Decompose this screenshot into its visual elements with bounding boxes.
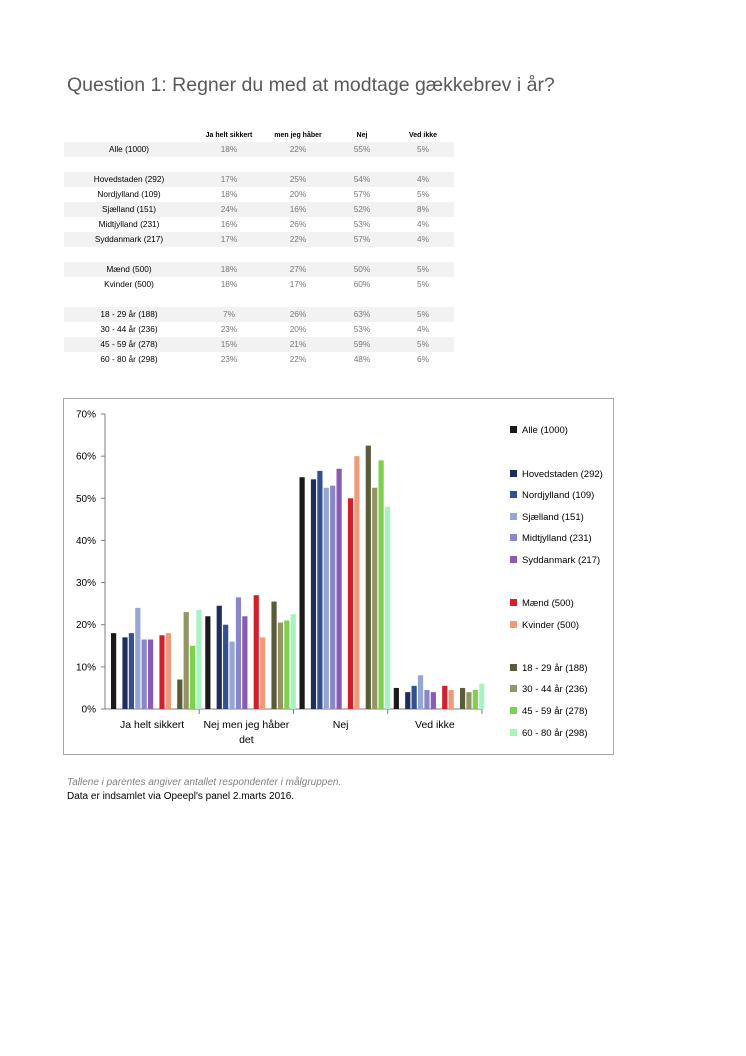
table-row (64, 352, 454, 367)
bar (271, 602, 276, 709)
legend-swatch (510, 426, 517, 433)
legend-item (510, 512, 584, 524)
table-cell: 7% (194, 307, 264, 322)
y-tick-label: 60% (75, 451, 96, 463)
table-cell: 22% (264, 232, 332, 247)
bar (424, 690, 429, 709)
table-cell: 20% (289, 324, 307, 334)
table-row (64, 172, 454, 187)
table-cell (194, 247, 264, 262)
footnote-source: Data er indsamlet via Opeepl's panel 2.marts 2016. (67, 791, 295, 802)
legend-item (510, 469, 603, 481)
table-cell: 17% (194, 232, 264, 247)
bar (217, 606, 222, 709)
legend-label: Hovedstaden (292) (522, 469, 603, 480)
table-cell (332, 157, 392, 172)
table-cell (392, 292, 454, 307)
y-tick-label: 0% (81, 704, 96, 716)
table-cell: 17% (194, 172, 264, 187)
table-row (64, 292, 454, 307)
bar (148, 639, 153, 709)
table-row-label: Kvinder (500) (104, 279, 154, 289)
table-cell: 16% (264, 202, 332, 217)
table-cell: 4% (392, 232, 454, 247)
table-cell: 23% (220, 354, 238, 364)
table-cell: 22% (264, 142, 332, 157)
legend-swatch (510, 556, 517, 563)
table-cell: 23% (220, 324, 238, 334)
table-cell: 18% (194, 142, 264, 157)
table-cell: 4% (417, 324, 429, 334)
legend-label: Syddanmark (217) (522, 555, 601, 566)
bar (205, 616, 210, 709)
bar (184, 612, 189, 709)
y-tick-label: 30% (75, 578, 96, 590)
bar (412, 686, 417, 709)
table-cell: 25% (264, 172, 332, 187)
table-row-label: Hovedstaden (292) (64, 172, 194, 187)
x-tick-label: Nej men jeg håber (203, 719, 290, 731)
table-cell: 26% (264, 307, 332, 322)
table-cell: 53% (353, 324, 371, 334)
table-row-label: 45 - 59 år (278) (64, 337, 194, 352)
footnote-respondents: Tallene i parentes angiver antallet respondenter i målgruppen. (67, 777, 342, 788)
table-cell (194, 157, 264, 172)
legend-swatch (510, 729, 517, 736)
bar (129, 633, 134, 709)
bar (317, 471, 322, 709)
table-row (64, 157, 454, 172)
table-cell: 26% (289, 219, 307, 229)
bar (236, 597, 241, 709)
bar (405, 692, 410, 709)
bar (111, 633, 116, 709)
bar (431, 692, 436, 709)
bar (394, 688, 399, 709)
bar (337, 469, 342, 709)
bar (254, 595, 259, 709)
legend-item (510, 555, 600, 567)
y-tick-label: 10% (75, 662, 96, 674)
table-cell: 59% (332, 337, 392, 352)
table-cell: 5% (392, 262, 454, 277)
legend-label: Alle (1000) (522, 425, 568, 436)
table-row-label: Nordjylland (109) (97, 189, 161, 199)
bar (479, 684, 484, 709)
legend-item (510, 684, 587, 696)
table-cell: 5% (392, 337, 454, 352)
legend-label: Sjælland (151) (522, 512, 584, 523)
legend-swatch (510, 707, 517, 714)
legend-item (510, 620, 579, 632)
table-cell (332, 247, 392, 262)
chart-panel (63, 398, 614, 755)
legend-swatch (510, 491, 517, 498)
bar (449, 690, 454, 709)
table-cell (264, 157, 332, 172)
bar-chart (64, 399, 510, 754)
bar (300, 477, 305, 709)
table-row-label (64, 292, 194, 307)
table-row (64, 322, 454, 337)
table-cell (392, 247, 454, 262)
chart-legend (510, 399, 615, 754)
bar (142, 639, 147, 709)
legend-swatch (510, 534, 517, 541)
bar (460, 688, 465, 709)
table-cell: 55% (332, 142, 392, 157)
page-title: Question 1: Regner du med at modtage gækkebrev i år? (67, 74, 555, 96)
table-cell: 48% (353, 354, 371, 364)
bar (466, 692, 471, 709)
table-header-cell: men jeg håber (274, 132, 322, 139)
y-tick-label: 50% (75, 493, 96, 505)
table-cell: 54% (332, 172, 392, 187)
legend-label: 45 - 59 år (278) (522, 706, 588, 717)
bar (177, 680, 182, 710)
bar (379, 460, 384, 709)
legend-label: Mænd (500) (522, 598, 574, 609)
table-cell: 15% (194, 337, 264, 352)
table-cell: 16% (220, 219, 238, 229)
table-row-label: 60 - 80 år (298) (100, 354, 158, 364)
table-row-label (64, 157, 194, 172)
table-row (64, 187, 454, 202)
table-row-label: Alle (1000) (64, 142, 194, 157)
bar (324, 488, 329, 709)
legend-item (510, 663, 587, 675)
legend-label: 60 - 80 år (298) (522, 728, 588, 739)
table-cell: 20% (289, 189, 307, 199)
table-cell: 5% (417, 189, 429, 199)
table-cell: 50% (332, 262, 392, 277)
table-cell: 8% (392, 202, 454, 217)
legend-item (510, 533, 592, 545)
bar (442, 686, 447, 709)
legend-swatch (510, 621, 517, 628)
x-tick-label: Ved ikke (415, 719, 455, 731)
bar (473, 690, 478, 709)
table-cell: 18% (220, 189, 238, 199)
legend-label: 18 - 29 år (188) (522, 663, 588, 674)
table-cell: 53% (353, 219, 371, 229)
bar (260, 637, 265, 709)
legend-item (510, 425, 568, 437)
table-cell: 21% (264, 337, 332, 352)
y-tick-label: 40% (75, 535, 96, 547)
bar (223, 625, 228, 709)
table-cell: 57% (353, 189, 371, 199)
bar (311, 479, 316, 709)
table-row-label: Syddanmark (217) (64, 232, 194, 247)
table-cell: 5% (392, 142, 454, 157)
bar (284, 621, 289, 710)
table-row-label (64, 247, 194, 262)
bar (166, 633, 171, 709)
table-cell: 22% (289, 354, 307, 364)
legend-item (510, 728, 587, 740)
legend-item (510, 598, 574, 610)
table-row (64, 307, 454, 322)
table-row (64, 262, 454, 277)
bar (418, 675, 423, 709)
legend-swatch (510, 470, 517, 477)
table-row-label: Midtjylland (231) (98, 219, 160, 229)
bar (122, 637, 127, 709)
table-row-label: Sjælland (151) (64, 202, 194, 217)
y-tick-label: 20% (75, 620, 96, 632)
results-table (64, 130, 454, 367)
legend-label: 30 - 44 år (236) (522, 684, 588, 695)
table-cell: 63% (332, 307, 392, 322)
legend-label: Kvinder (500) (522, 620, 580, 631)
table-cell: 18% (220, 279, 238, 289)
table-row-label: 30 - 44 år (236) (100, 324, 158, 334)
legend-label: Nordjylland (109) (522, 490, 595, 501)
table-cell: 5% (392, 307, 454, 322)
table-cell: 60% (353, 279, 371, 289)
table-cell: 24% (194, 202, 264, 217)
table-cell (264, 292, 332, 307)
legend-swatch (510, 599, 517, 606)
bar (159, 635, 164, 709)
table-cell: 5% (417, 279, 429, 289)
table-row (64, 142, 454, 157)
bar (372, 488, 377, 709)
table-cell (194, 292, 264, 307)
table-row (64, 232, 454, 247)
bar (278, 623, 283, 709)
bar (242, 616, 247, 709)
table-header-cell: Nej (356, 132, 368, 139)
table-header-cell: Ja helt sikkert (205, 132, 253, 139)
bar (196, 610, 201, 709)
table-cell: 4% (392, 172, 454, 187)
table-cell: 57% (332, 232, 392, 247)
bar (291, 614, 296, 709)
table-cell: 27% (264, 262, 332, 277)
bar (190, 646, 195, 709)
x-tick-label: Ja helt sikkert (120, 719, 185, 731)
legend-swatch (510, 513, 517, 520)
legend-item (510, 490, 594, 502)
table-row (64, 337, 454, 352)
bar (330, 486, 335, 709)
bar (135, 608, 140, 709)
bar (354, 456, 359, 709)
y-tick-label: 70% (75, 409, 96, 421)
x-tick-label: det (239, 734, 254, 746)
table-cell: 6% (417, 354, 429, 364)
table-row (64, 247, 454, 262)
table-row-label: Mænd (500) (64, 262, 194, 277)
table-row (64, 202, 454, 217)
table-cell: 17% (289, 279, 307, 289)
legend-swatch (510, 664, 517, 671)
table-row (64, 277, 454, 292)
table-row-label: 18 - 29 år (188) (64, 307, 194, 322)
table-cell: 18% (194, 262, 264, 277)
legend-swatch (510, 685, 517, 692)
table-header-row (64, 130, 454, 142)
x-tick-label: Nej (332, 719, 349, 731)
bar (366, 446, 371, 709)
table-cell (264, 247, 332, 262)
bar (385, 507, 390, 709)
table-row (64, 217, 454, 232)
bar (229, 642, 234, 709)
table-cell (332, 292, 392, 307)
legend-item (510, 706, 587, 718)
table-cell: 4% (417, 219, 429, 229)
bar (348, 498, 353, 709)
legend-label: Midtjylland (231) (522, 533, 592, 544)
table-header-cell: Ved ikke (408, 132, 438, 139)
table-cell: 52% (332, 202, 392, 217)
table-cell (392, 157, 454, 172)
